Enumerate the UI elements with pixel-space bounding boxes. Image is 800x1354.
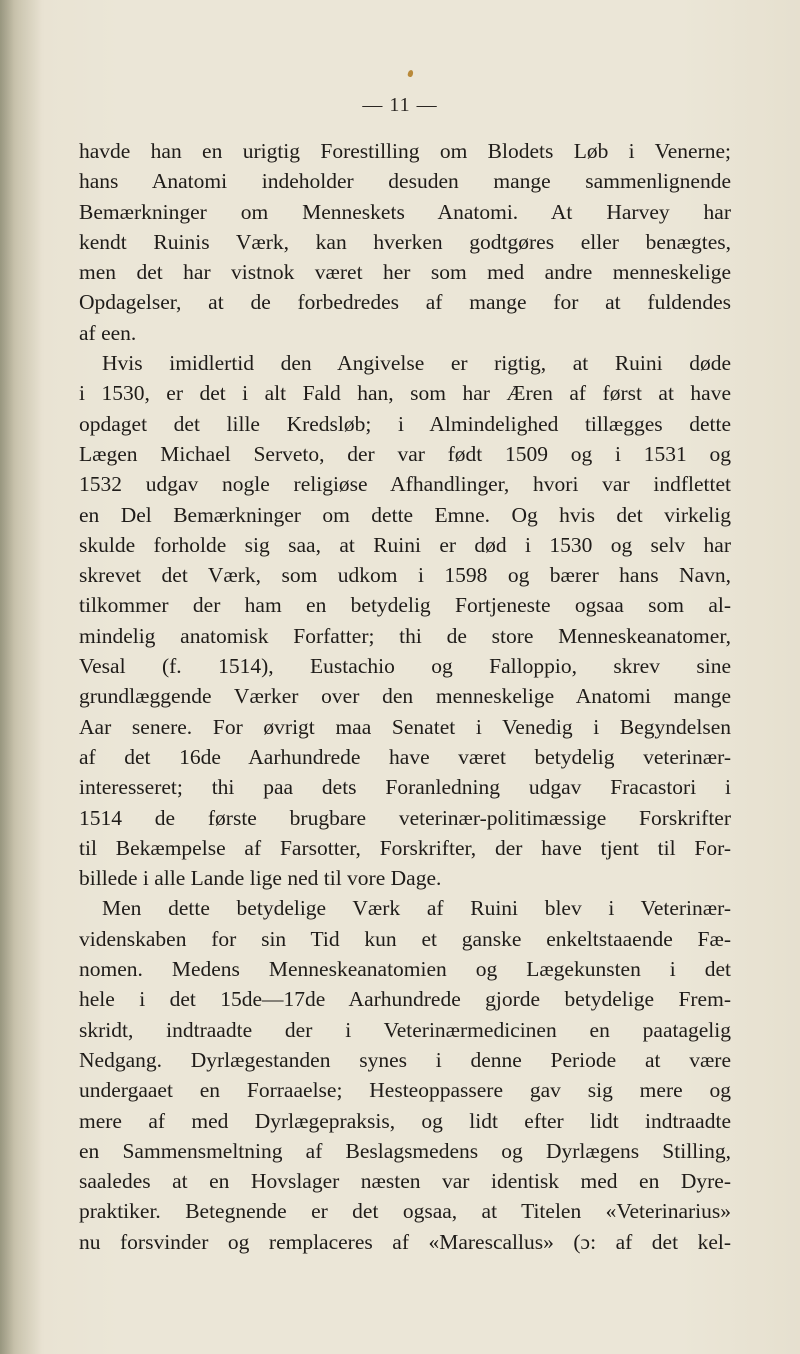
text-line: tilkommer der ham en betydelig Fortjeneste ogsaa som al- [79, 593, 731, 618]
text-line: Opdagelser, at de forbedredes af mange for at fuldendes [79, 290, 731, 315]
text-line: skridt, indtraadte der i Veterinærmedicinen en paatagelig [79, 1017, 731, 1042]
text-line: mere af med Dyrlægepraksis, og lidt efter lidt indtraadte [79, 1108, 731, 1133]
text-line: nomen. Medens Menneskeanatomien og Lægekunsten i det [79, 957, 731, 982]
text-line: hele i det 15de—17de Aarhundrede gjorde betydelige Frem- [79, 987, 731, 1012]
text-line: af een. [79, 320, 137, 345]
text-line: praktiker. Betegnende er det ogsaa, at Titelen «Veterinarius» [79, 1199, 731, 1224]
text-line: Hvis imidlertid den Angivelse er rigtig, at Ruini døde [102, 351, 731, 376]
text-line: af det 16de Aarhundrede have været betydelig veterinær- [79, 744, 731, 769]
text-line: grundlæggende Værker over den menneskelige Anatomi mange [79, 684, 731, 709]
text-line: skrevet det Værk, som udkom i 1598 og bærer hans Navn, [79, 563, 731, 588]
text-line: saaledes at en Hovslager næsten var identisk med en Dyre- [79, 1169, 731, 1194]
text-line: en Del Bemærkninger om dette Emne. Og hvis det virkelig [79, 502, 731, 527]
text-line: Vesal (f. 1514), Eustachio og Falloppio, skrev sine [79, 654, 731, 679]
text-line: Nedgang. Dyrlægestanden synes i denne Periode at være [79, 1047, 731, 1072]
text-line: hans Anatomi indeholder desuden mange sammenlignende [79, 169, 731, 194]
text-line: mindelig anatomisk Forfatter; thi de store Menneskeanatomer, [79, 623, 731, 648]
text-line: Lægen Michael Serveto, der var født 1509 og i 1531 og [79, 441, 731, 466]
page-binding-shadow [0, 0, 42, 1354]
text-line: havde han en urigtig Forestilling om Blodets Løb i Venerne; [79, 139, 731, 163]
text-line: 1532 udgav nogle religiøse Afhandlinger, hvori var indflettet [79, 472, 731, 497]
body-text [79, 136, 731, 1257]
text-line: Bemærkninger om Menneskets Anatomi. At Harvey har [79, 199, 731, 224]
text-line: men det har vistnok været her som med andre menneskelige [79, 260, 731, 285]
ink-spot [407, 69, 414, 77]
text-line: interesseret; thi paa dets Foranledning udgav Fracastori i [79, 775, 731, 800]
text-line: Men dette betydelige Værk af Ruini blev i Veterinær- [102, 896, 731, 921]
text-line: billede i alle Lande lige ned til vore Dage. [79, 866, 442, 891]
text-line: skulde forholde sig saa, at Ruini er død i 1530 og selv har [79, 532, 731, 557]
text-line: undergaaet en Forraaelse; Hesteoppassere gav sig mere og [79, 1078, 731, 1103]
text-line: 1514 de første brugbare veterinær-politimæssige Forskrifter [79, 805, 731, 830]
text-line: videnskaben for sin Tid kun et ganske enkeltstaaende Fæ- [79, 926, 731, 951]
text-line: til Bekæmpelse af Farsotter, Forskrifter, der have tjent til For- [79, 835, 731, 860]
page-number: — 11 — [362, 94, 438, 116]
text-line: opdaget det lille Kredsløb; i Almindelighed tillægges dette [79, 411, 731, 436]
text-line: i 1530, er det i alt Fald han, som har Æren af først at have [79, 381, 731, 406]
text-line: kendt Ruinis Værk, kan hverken godtgøres eller benægtes, [79, 229, 731, 254]
text-line: Aar senere. For øvrigt maa Senatet i Venedig i Begyndelsen [79, 714, 731, 739]
text-line: nu forsvinder og remplaceres af «Marescallus» (ɔ: af det kel- [79, 1229, 731, 1254]
text-line: en Sammensmeltning af Beslagsmedens og Dyrlægens Stilling, [79, 1138, 731, 1163]
